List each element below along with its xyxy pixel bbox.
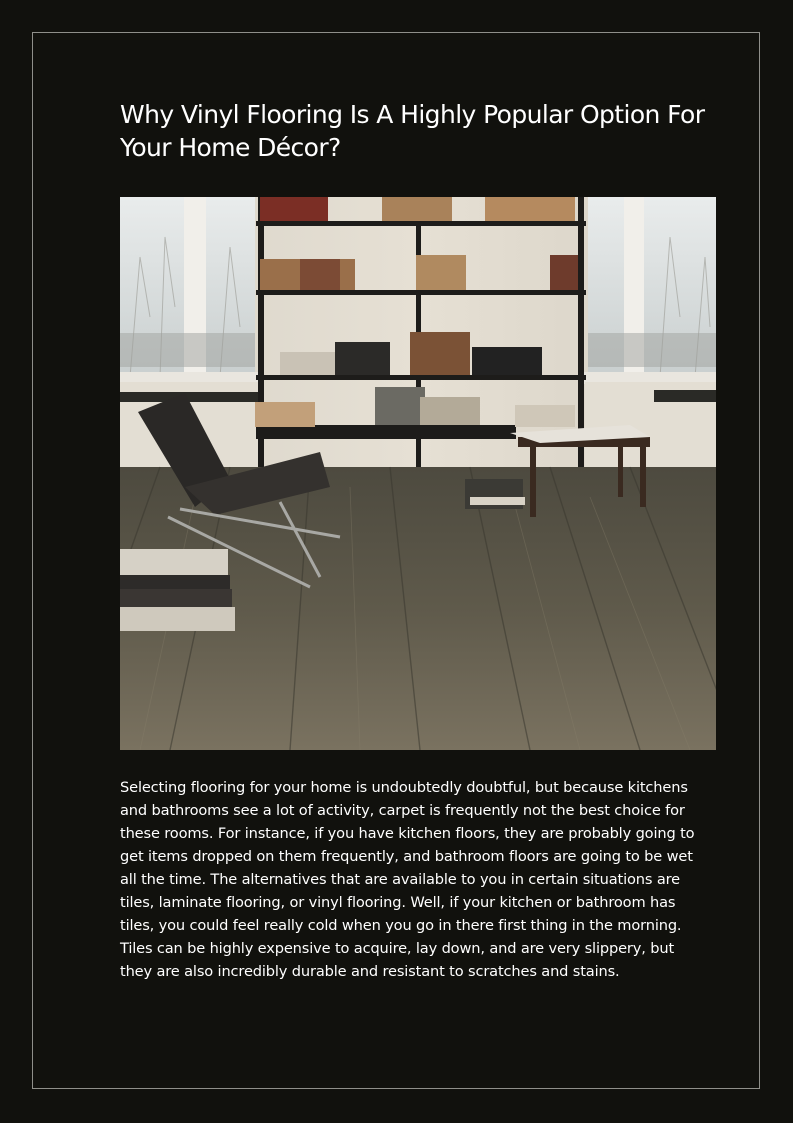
body-paragraph: Selecting flooring for your home is undoubtedly doubtful, but because kitchens and bathrooms see a lot of activity, carpet is frequently not the best choice for these rooms. For instance, if you have kitchen floors, they are probably going to get items dropped on them frequently, and bathroom floors are going to be wet all the time. The alternatives that are available to you in certain situations are tiles, laminate flooring, or vinyl flooring. Well, if your kitchen or bathroom has tiles, you could feel really cold when you go in there first thing in the morning. Tiles can be highly expensive to acquire, lay down, and are very slippery, but they are also incredibly durable and resistant to scratches and stains. [120,779,695,980]
page-title: Why Vinyl Flooring Is A Highly Popular Option For Your Home Décor? [120,100,705,162]
room-photo [120,197,716,750]
